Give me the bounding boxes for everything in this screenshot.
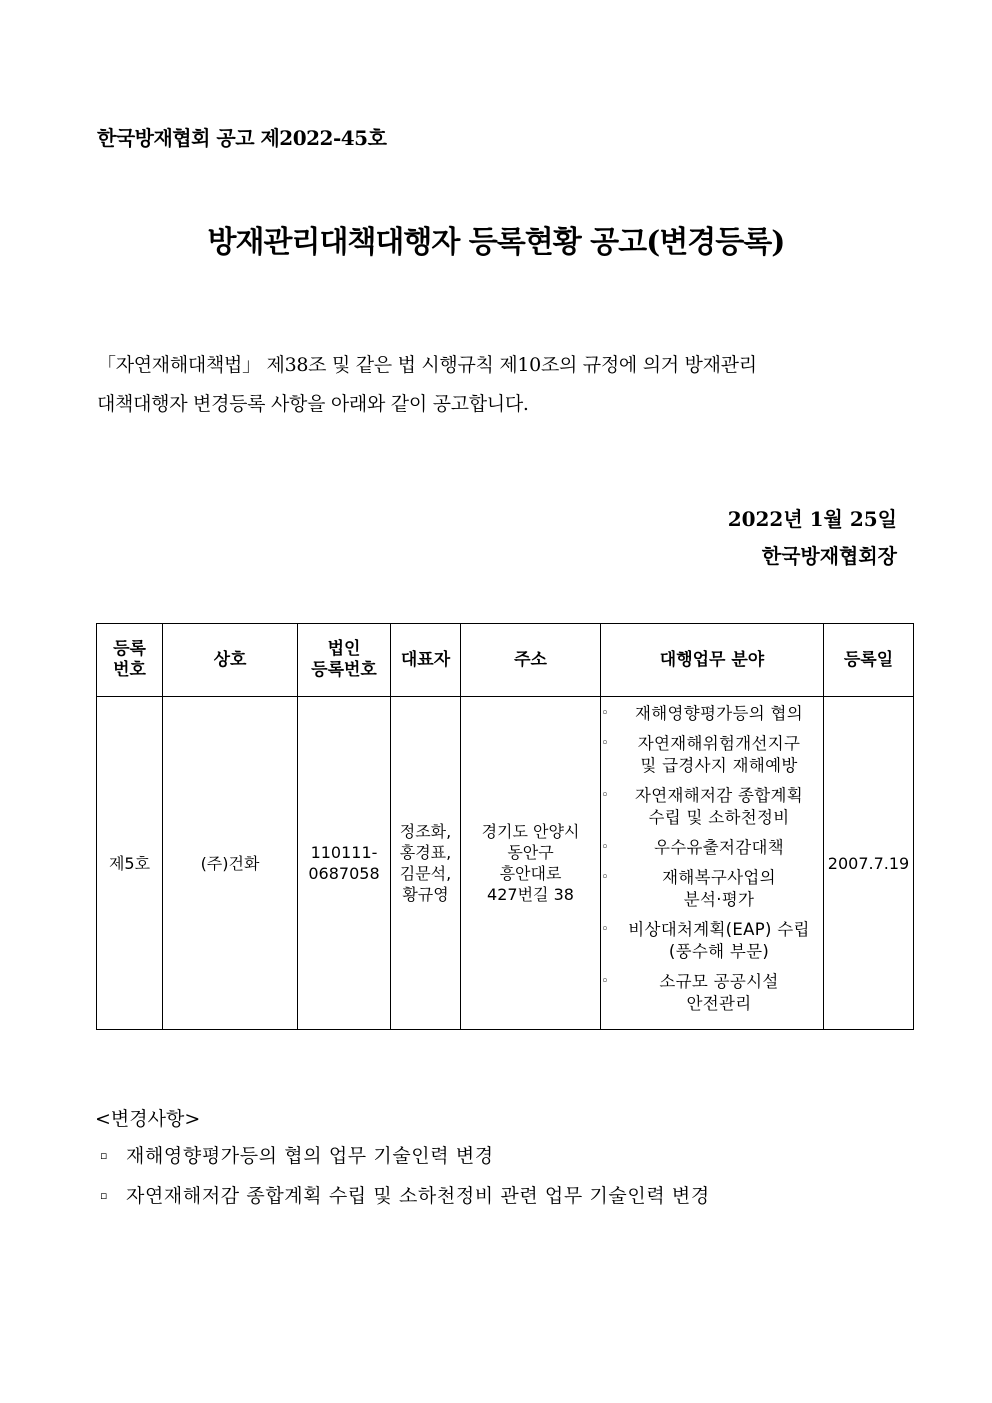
header-reg-no-line1: 등록 (113, 639, 146, 659)
change-item-text: 재해영향평가등의 협의 업무 기술인력 변경 (126, 1145, 494, 1167)
address-line: 흥안대로 (499, 864, 562, 883)
table-row (97, 697, 914, 1030)
header-reg-no (97, 624, 163, 697)
representative-name: 황규영 (402, 885, 449, 904)
intro-line-1: 「자연재해대책법」 제38조 및 같은 법 시행규칙 제10조의 규정에 의거 방재관리 (97, 354, 757, 376)
address-line: 경기도 안양시 (481, 822, 580, 841)
changes-list (100, 1141, 710, 1221)
scope-item (601, 919, 823, 963)
header-reg-no-line2: 번호 (113, 660, 146, 680)
header-corp-no-line1: 법인 (327, 639, 361, 659)
square-bullet-icon: ▫ (100, 1189, 109, 1202)
cell-company: (주)건화 (163, 697, 298, 1030)
address-line: 427번길 38 (487, 885, 574, 904)
scope-item (601, 837, 823, 859)
registration-table (96, 623, 914, 1030)
scope-item-line: ◦ 자연재해저감 종합계획 (635, 786, 803, 805)
corp-no-line2: 0687058 (308, 864, 380, 883)
scope-item-line: ◦ 소규모 공공시설 (659, 972, 779, 991)
header-corp-no (298, 624, 391, 697)
cell-scope (601, 697, 824, 1030)
representative-name: 홍경표, (399, 843, 452, 862)
representative-name: 정조화, (399, 822, 452, 841)
cell-representatives (391, 697, 461, 1030)
scope-item-line: ◦ 재해복구사업의 (662, 868, 776, 887)
scope-item-line: 및 급경사지 재해예방 (640, 756, 798, 775)
issuer-name: 한국방재협회장 (761, 544, 897, 568)
corp-no-line1: 110111- (310, 843, 378, 862)
cell-corp-no (298, 697, 391, 1030)
change-item (100, 1141, 710, 1181)
scope-item-line: 안전관리 (686, 994, 752, 1013)
scope-item-line: (풍수해 부문) (668, 942, 770, 961)
cell-reg-date: 2007.7.19 (824, 697, 914, 1030)
scope-item-line: ◦ 재해영향평가등의 협의 (635, 704, 803, 723)
scope-item (601, 971, 823, 1015)
table-header-row (97, 624, 914, 697)
scope-item (601, 703, 823, 725)
header-address: 주소 (461, 624, 601, 697)
scope-item-line: 분석·평가 (683, 890, 755, 909)
header-scope: 대행업무 분야 (601, 624, 824, 697)
cell-address (461, 697, 601, 1030)
scope-item (601, 785, 823, 829)
header-company: 상호 (163, 624, 298, 697)
scope-item-line: ◦ 자연재해위험개선지구 (637, 734, 801, 753)
square-bullet-icon: ▫ (100, 1149, 109, 1162)
change-item-text: 자연재해저감 종합계획 수립 및 소하천정비 관련 업무 기술인력 변경 (126, 1185, 710, 1207)
document-title: 방재관리대책대행자 등록현황 공고(변경등록) (207, 225, 785, 260)
intro-paragraph (97, 346, 897, 424)
scope-item-line: 수립 및 소하천정비 (648, 808, 790, 827)
notice-date: 2022년 1월 25일 (727, 507, 897, 531)
scope-list (601, 703, 823, 1015)
header-corp-no-line2: 등록번호 (311, 660, 377, 680)
intro-line-2: 대책대행자 변경등록 사항을 아래와 같이 공고합니다. (97, 393, 529, 415)
cell-reg-no: 제5호 (97, 697, 163, 1030)
address-line: 동안구 (507, 843, 554, 862)
changes-heading: <변경사항> (95, 1108, 201, 1130)
scope-item (601, 867, 823, 911)
header-reg-date: 등록일 (824, 624, 914, 697)
notice-number: 한국방재협회 공고 제2022-45호 (97, 126, 387, 150)
change-item (100, 1181, 710, 1221)
representative-name: 김문석, (399, 864, 452, 883)
scope-item-line: ◦ 비상대처계획(EAP) 수립 (628, 920, 810, 939)
scope-item (601, 733, 823, 777)
header-representative: 대표자 (391, 624, 461, 697)
scope-item-line: ◦ 우수유출저감대책 (654, 838, 784, 857)
